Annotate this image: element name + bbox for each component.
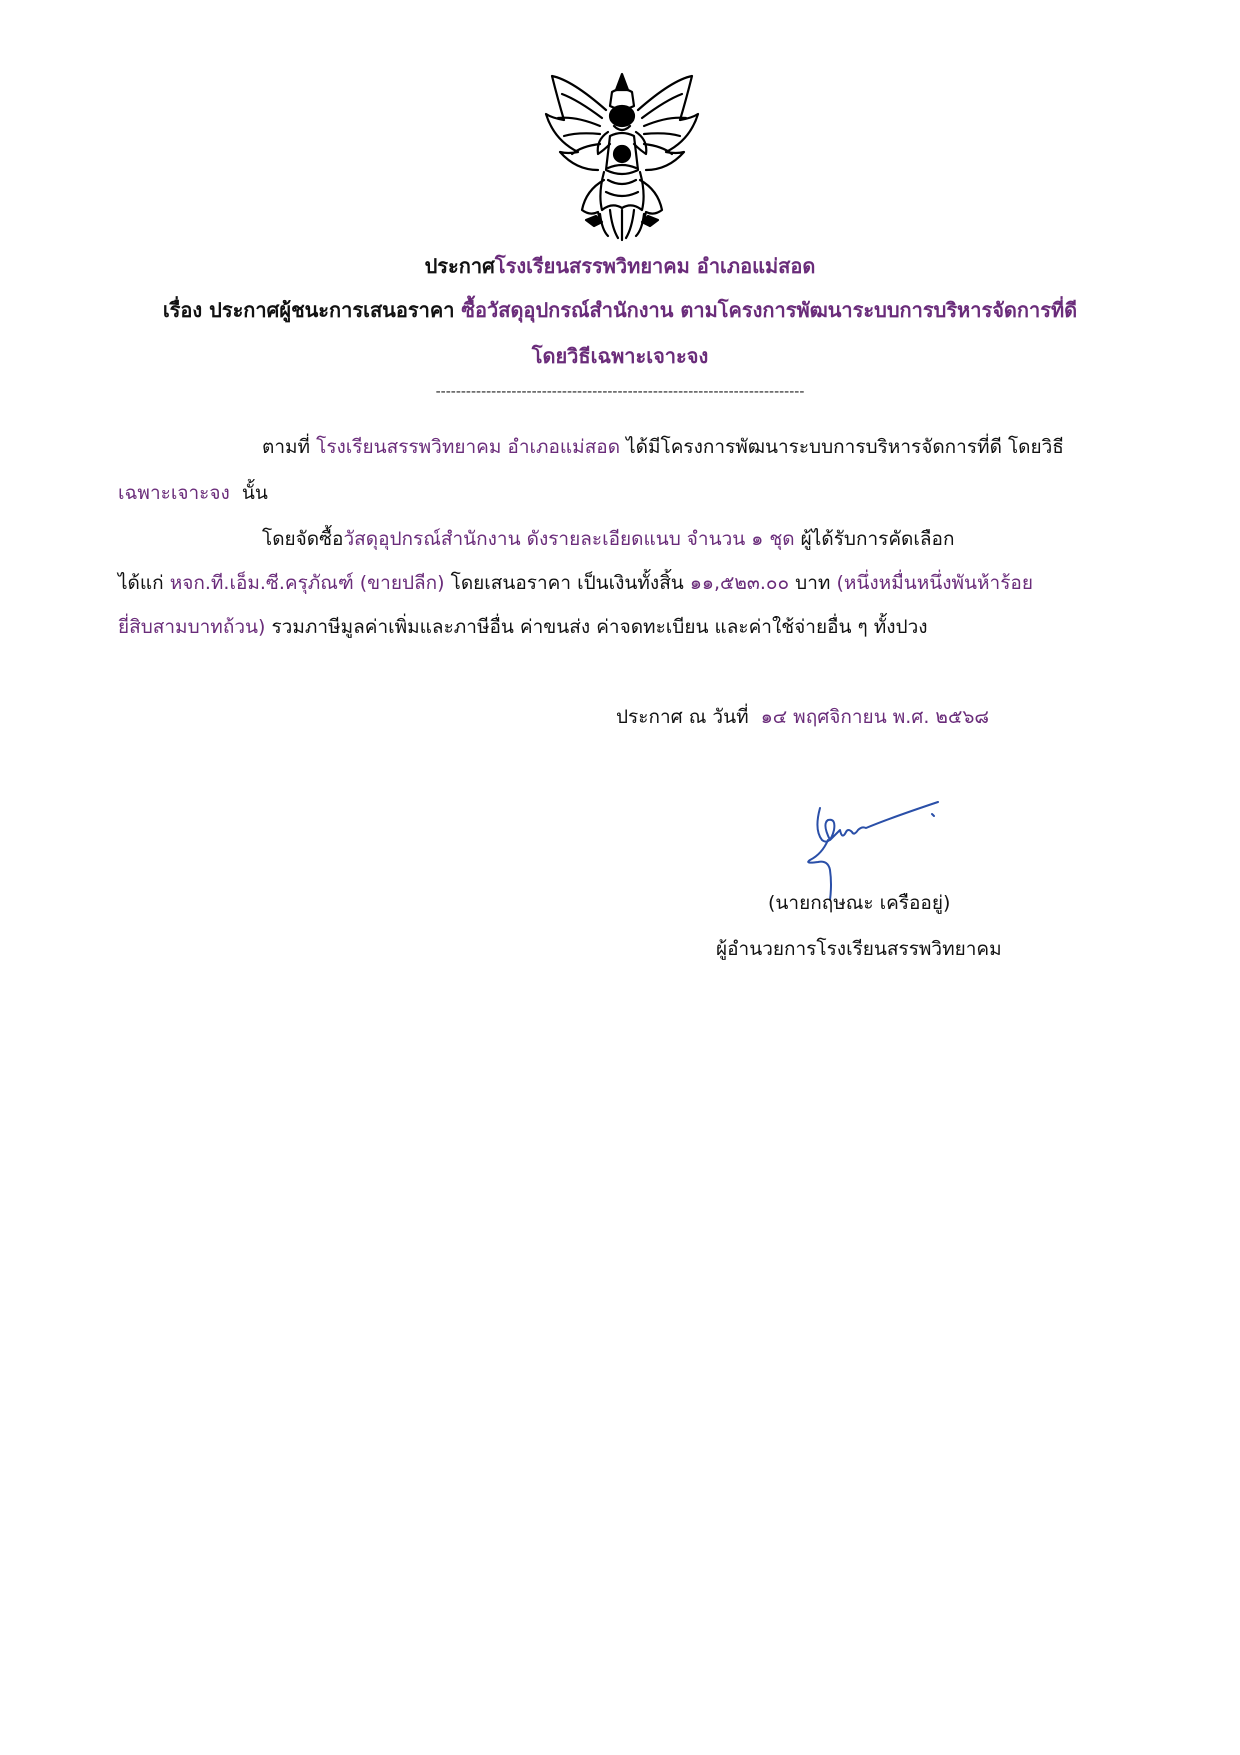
title-prefix: ประกาศ bbox=[424, 254, 495, 278]
text-segment: ได้แก่ bbox=[118, 572, 164, 594]
separator-line: ------------------------------------------------------------------------- bbox=[435, 384, 805, 400]
item-description: วัสดุอุปกรณ์สำนักงาน ดังรายละเอียดแนบ จำนวน ๑ ชุด bbox=[343, 528, 795, 550]
amount-in-words-cont: ยี่สิบสามบาทถ้วน) bbox=[118, 616, 266, 638]
body-paragraph-1 bbox=[262, 432, 1064, 462]
announcement-date: ๑๔ พฤศจิกายน พ.ศ. ๒๕๖๘ bbox=[760, 706, 990, 728]
method-inline: เฉพาะเจาะจง bbox=[118, 482, 230, 504]
amount-in-words: (หนึ่งหมื่นหนึ่งพันห้าร้อย bbox=[836, 572, 1033, 594]
announcement-title bbox=[0, 250, 1240, 282]
subject-prefix: เรื่อง ประกาศผู้ชนะการเสนอราคา bbox=[162, 298, 455, 322]
text-segment: รวมภาษีมูลค่าเพิ่มและภาษีอื่น ค่าขนส่ง ค่าจดทะเบียน และค่าใช้จ่ายอื่น ๆ ทั้งปวง bbox=[271, 616, 928, 638]
announcement-date-line bbox=[616, 702, 989, 732]
body-paragraph-2-end bbox=[118, 612, 928, 642]
school-name: โรงเรียนสรรพวิทยาคม อำเภอแม่สอด bbox=[494, 254, 816, 278]
bid-amount: ๑๑,๕๒๓.๐๐ bbox=[689, 572, 790, 594]
signatory-name: (นายกฤษณะ เครืออยู่) bbox=[768, 892, 951, 914]
body-paragraph-1-cont bbox=[118, 478, 268, 508]
vendor-name: หจก.ที.เอ็ม.ซี.ครุภัณฑ์ (ขายปลีก) bbox=[169, 572, 445, 594]
subject-text: ซื้อวัสดุอุปกรณ์สำนักงาน ตามโครงการพัฒนาระบบการบริหารจัดการที่ดี bbox=[461, 298, 1078, 322]
garuda-emblem-icon bbox=[542, 70, 702, 242]
body-paragraph-2 bbox=[262, 524, 954, 554]
text-segment: ผู้ได้รับการคัดเลือก bbox=[800, 528, 955, 550]
text-segment: โดยจัดซื้อ bbox=[262, 528, 344, 550]
subject-line bbox=[0, 294, 1240, 326]
procurement-method: โดยวิธีเฉพาะเจาะจง bbox=[531, 344, 709, 368]
date-label: ประกาศ ณ วันที่ bbox=[616, 706, 749, 728]
text-segment: ตามที่ bbox=[262, 436, 311, 458]
school-name-inline: โรงเรียนสรรพวิทยาคม อำเภอแม่สอด bbox=[316, 436, 621, 458]
text-segment: โดยเสนอราคา เป็นเงินทั้งสิ้น bbox=[450, 572, 684, 594]
signatory-position: ผู้อำนวยการโรงเรียนสรรพวิทยาคม bbox=[716, 938, 1002, 960]
body-paragraph-2-cont bbox=[118, 568, 1033, 598]
text-segment: นั้น bbox=[241, 482, 268, 504]
text-segment: บาท bbox=[795, 572, 831, 594]
text-segment: ได้มีโครงการพัฒนาระบบการบริหารจัดการที่ดี โดยวิธี bbox=[626, 436, 1064, 458]
